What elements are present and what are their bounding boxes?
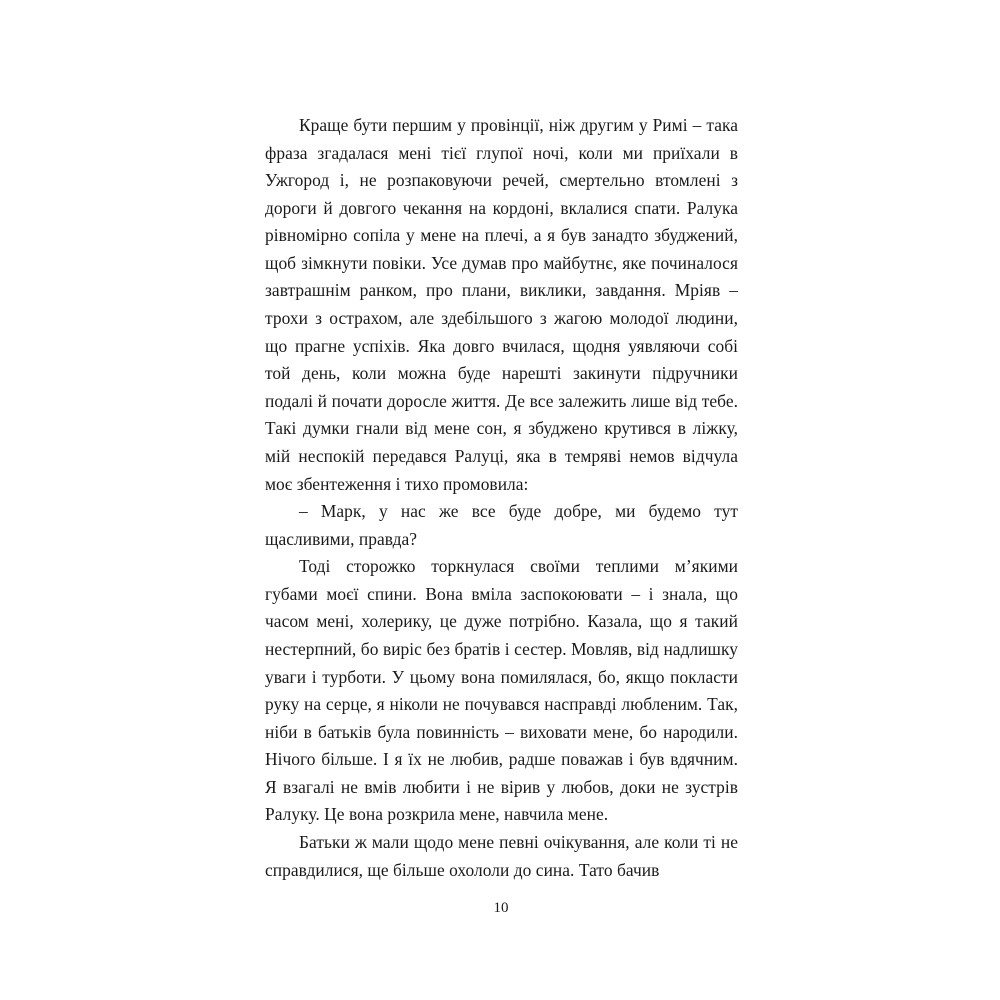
page-number-value: 10: [493, 900, 509, 916]
body-text-column: [265, 112, 738, 884]
paragraph: Краще бути першим у провінції, ніж другим у Римі – така фраза згадалася мені тієї глупої ночі, коли ми приїхали в Ужгород і, не розпаковуючи речей, смертельно втомлені з дороги й довгого чекання на кордоні, вклалися спати. Ралука рівномірно сопіла у мене на плечі, а я був занадто збуджений, щоб зімкнути повіки. Усе думав про майбутнє, яке починалося завтрашнім ранком, про плани, виклики, завдання. Мріяв – трохи з острахом, але здебільшого з жагою молодої людини, що прагне успіхів. Яка довго вчилася, щодня уявляючи собі той день, коли можна буде нарешті закинути підручники подалі й почати доросле життя. Де все залежить лише від тебе. Такі думки гнали від мене сон, я збуджено крутився в ліжку, мій неспокій передався Ралуці, яка в темряві немов відчула моє збентеження і тихо промовила:: [265, 115, 738, 494]
paragraph: – Марк, у нас же все буде добре, ми будемо тут щасливими, правда?: [265, 501, 738, 549]
paragraph: Батьки ж мали щодо мене певні очікування, але коли ті не справдилися, ще більше охололи до сина. Тато бачив: [265, 832, 738, 880]
paragraph: Тоді сторожко торкнулася своїми теплими м’якими губами моєї спини. Вона вміла заспокоювати – і знала, що часом мені, холерику, це дуже потрібно. Казала, що я такий нестерпний, бо виріс без братів і сестер. Мовляв, від надлишку уваги і турботи. У цьому вона помилялася, бо, якщо покласти руку на серце, я ніколи не почувався насправді любленим. Так, ніби в батьків була повинність – виховати мене, бо народили. Нічого більше. І я їх не любив, радше поважав і був вдячним. Я взагалі не вмів любити і не вірив у любов, доки не зустрів Ралуку. Це вона розкрила мене, навчила мене.: [265, 556, 738, 825]
page-number: [0, 900, 1000, 917]
